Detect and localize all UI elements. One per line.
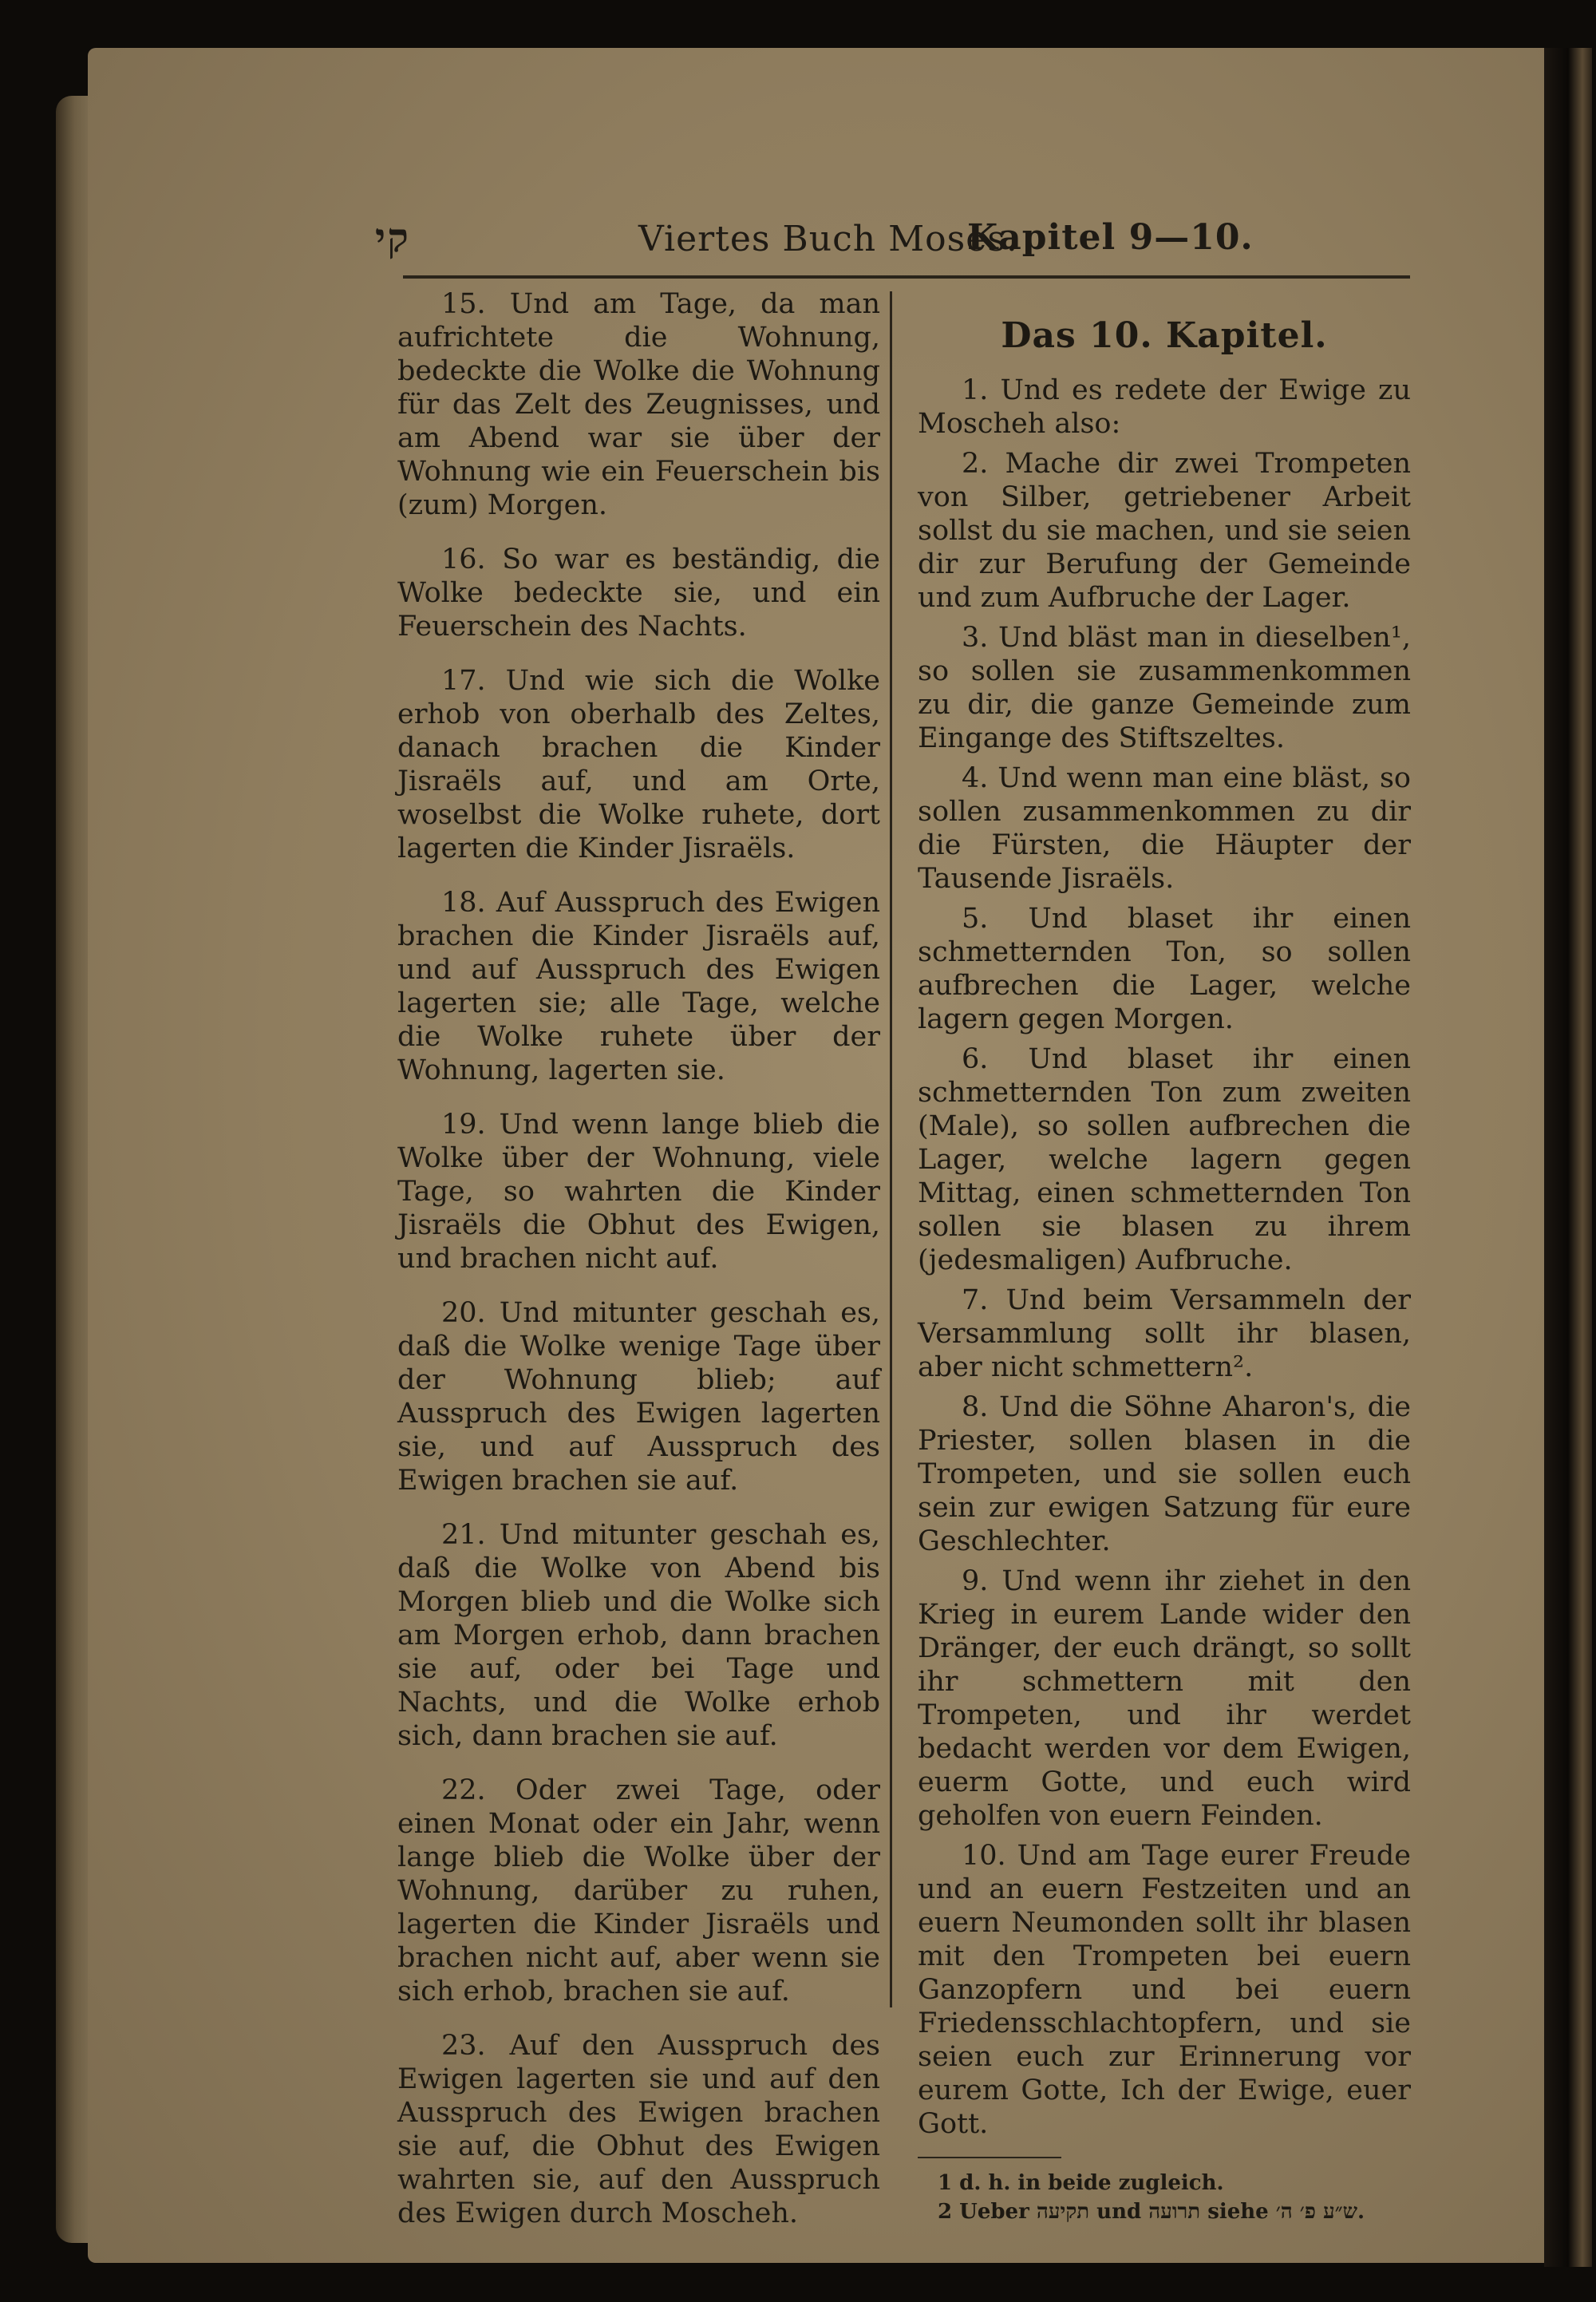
verse-10-1: 1. Und es redete der Ewige zu Moscheh also:: [918, 374, 1411, 440]
footnote-2: 2 Ueber תקיעה und תרועה siehe ש״ע פ׳ ה׳.: [938, 2200, 1365, 2224]
verse-9-18: 18. Auf Ausspruch des Ewigen brachen die Kinder Jisraëls auf, und auf Ausspruch des Ewigen lagerten sie; alle Tage, welche die Wolke ruhete über der Wohnung, lagerten sie.: [397, 887, 880, 1086]
right-column: [918, 287, 1411, 2227]
header-rule: [403, 275, 1410, 279]
running-header: [375, 214, 1412, 270]
footnote-rule: [918, 2157, 1061, 2158]
verse-10-7: 7. Und beim Versammeln der Versammlung sollt ihr blasen, aber nicht schmettern².: [918, 1284, 1411, 1383]
verse-10-5: 5. Und blaset ihr einen schmetternden Ton, so sollen aufbrechen die Lager, welche lagern gegen Morgen.: [918, 903, 1411, 1035]
verse-10-3: 3. Und bläst man in dieselben¹, so sollen sie zusammenkommen zu dir, die ganze Gemeinde zum Eingange des Stiftszeltes.: [918, 622, 1411, 754]
verse-10-4: 4. Und wenn man eine bläst, so sollen zusammenkommen zu dir die Fürsten, die Häupter der Tausende Jisraëls.: [918, 762, 1411, 895]
chapter-heading: Das 10. Kapitel.: [1001, 315, 1328, 356]
book-gutter: [1544, 48, 1592, 2267]
verse-9-15: 15. Und am Tage, da man aufrichtete die Wohnung, bedeckte die Wolke die Wohnung für das Zelt des Zeugnisses, und am Abend war sie über der Wohnung wie ein Feuerschein bis (zum) Morgen.: [397, 288, 880, 521]
running-title: Viertes Buch Moses.: [638, 219, 1018, 259]
footnote-1: 1 d. h. in beide zugleich.: [938, 2171, 1224, 2195]
verse-10-2: 2. Mache dir zwei Trompeten von Silber, getriebener Arbeit sollst du sie machen, und sie seien dir zur Berufung der Gemeinde und zum Aufbruche der Lager.: [918, 448, 1411, 614]
verse-10-6: 6. Und blaset ihr einen schmetternden Ton zum zweiten (Male), so sollen aufbrechen die Lager, welche lagern gegen Mittag, einen schmetternden Ton sollen sie blasen zu ihrem (jedesmaligen) Aufbruche.: [918, 1043, 1411, 1276]
verse-9-16: 16. So war es beständig, die Wolke bedeckte sie, und ein Feuerschein des Nachts.: [397, 544, 880, 643]
verse-9-23: 23. Auf den Ausspruch des Ewigen lagerten sie und auf den Ausspruch des Ewigen brachen sie auf, die Obhut des Ewigen wahrten sie, auf den Ausspruch des Ewigen durch Moscheh.: [397, 2030, 880, 2229]
verse-10-10: 10. Und am Tage eurer Freude und an euern Festzeiten und an euern Neumonden sollt ihr blasen mit den Trompeten bei euern Ganzopfern und bei euern Friedensschlachtopfern, und sie seien euch zur Erinnerung vor eurem Gotte, Ich der Ewige, euer Gott.: [918, 1840, 1411, 2140]
verse-10-8: 8. Und die Söhne Aharon's, die Priester, sollen blasen in die Trompeten, und sie sollen euch sein zur ewigen Satzung für eure Geschlechter.: [918, 1391, 1411, 1557]
chapter-reference: Kapitel 9—10.: [967, 217, 1254, 258]
verse-9-21: 21. Und mitunter geschah es, daß die Wolke von Abend bis Morgen blieb und die Wolke sich am Morgen erhob, dann brachen sie auf, oder bei Tage und Nachts, und die Wolke erhob sich, dann brachen sie auf.: [397, 1519, 880, 1752]
left-column: [397, 287, 880, 2251]
verse-9-17: 17. Und wie sich die Wolke erhob von oberhalb des Zeltes, danach brachen die Kinder Jisraëls auf, und am Orte, woselbst die Wolke ruhete, dort lagerten die Kinder Jisraëls.: [397, 665, 880, 864]
verse-9-20: 20. Und mitunter geschah es, daß die Wolke wenige Tage über der Wohnung blieb; auf Ausspruch des Ewigen lagerten sie, und auf Ausspruch des Ewigen brachen sie auf.: [397, 1297, 880, 1497]
hebrew-folio-number: קי: [375, 214, 410, 261]
verse-9-19: 19. Und wenn lange blieb die Wolke über der Wohnung, viele Tage, so wahrten die Kinder Jisraëls die Obhut des Ewigen, und brachen nicht auf.: [397, 1109, 880, 1275]
column-divider: [890, 291, 892, 2007]
verse-9-22: 22. Oder zwei Tage, oder einen Monat oder ein Jahr, wenn lange blieb die Wolke über der Wohnung, darüber zu ruhen, lagerten die Kinder Jisraëls und brachen nicht auf, aber wenn sie sich erhob, brachen sie auf.: [397, 1774, 880, 2007]
footnotes: [918, 2169, 1411, 2225]
verse-10-9: 9. Und wenn ihr ziehet in den Krieg in eurem Lande wider den Dränger, der euch drängt, so sollt ihr schmettern mit den Trompeten, und ihr werdet bedacht werden vor dem Ewigen, euerm Gotte, und euch wird geholfen von euern Feinden.: [918, 1565, 1411, 1832]
